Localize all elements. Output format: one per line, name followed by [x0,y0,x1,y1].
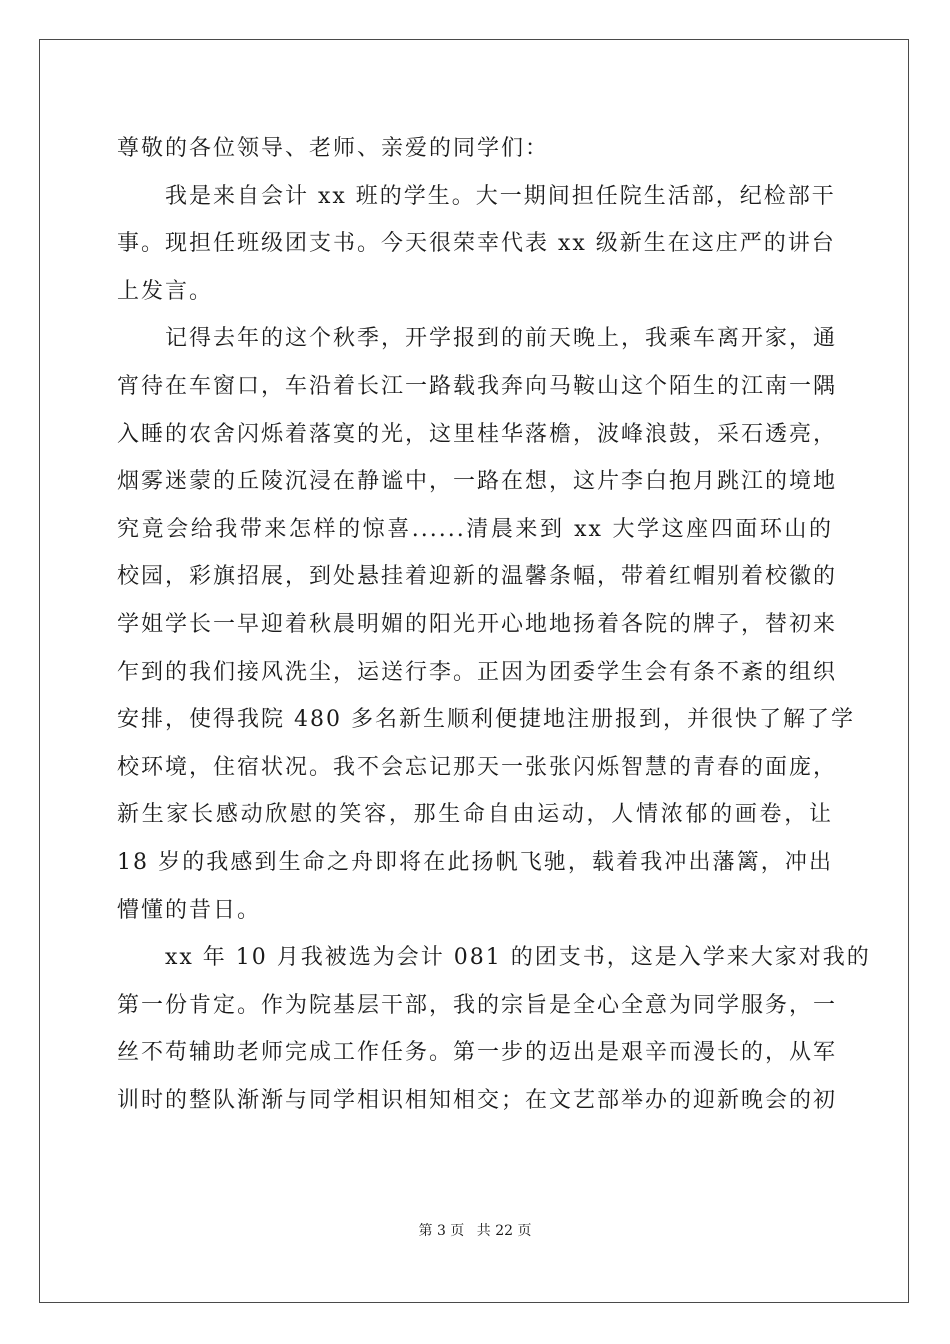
text-line: 校园，彩旗招展，到处悬挂着迎新的温馨条幅，带着红帽别着校徽的 [117,564,838,590]
paragraph-2 [117,315,855,934]
text-line: 丝不苟辅助老师完成工作任务。第一步的迈出是艰辛而漫长的，从军 [117,1040,838,1066]
text-line: 我是来自会计 xx 班的学生。大一期间担任院生活部，纪检部干 [165,183,836,209]
text-line: 入睡的农舍闪烁着落寞的光，这里桂华落檐，波峰浪鼓，采石透亮， [117,421,838,447]
text-line: 新生家长感动欣慰的笑容，那生命自由运动，人情浓郁的画卷，让 [117,802,833,828]
page-total: 共 22 页 [476,1223,532,1239]
text-line: 学姐学长一早迎着秋晨明媚的阳光开心地地扬着各院的牌子，替初来 [117,611,838,637]
greeting-line [117,125,833,173]
text-line: 训时的整队渐渐与同学相识相知相交；在文艺部举办的迎新晚会的初 [117,1087,838,1113]
text-line: 烟雾迷蒙的丘陵沉浸在静谧中，一路在想，这片李白抱月跳江的境地 [117,469,838,495]
text-line: 事。现担任班级团支书。今天很荣幸代表 xx 级新生在这庄严的讲台 [117,231,836,257]
text-line: 乍到的我们接风洗尘，运送行李。正因为团委学生会有条不紊的组织 [117,659,838,685]
text-line: 究竟会给我带来怎样的惊喜......清晨来到 xx 大学这座四面环山的 [117,516,833,542]
text-line: xx 年 10 月我被选为会计 081 的团支书，这是入学来大家对我的 [165,945,871,971]
document-body [117,125,871,1124]
text-line: 尊敬的各位领导、老师、亲爱的同学们： [117,136,550,161]
text-line: 安排，使得我院 480 多名新生顺利便捷地注册报到，并很快了解了学 [117,707,855,733]
text-line: 宵待在车窗口，车沿着长江一路载我奔向马鞍山这个陌生的江南一隅 [117,373,838,399]
text-line: 校环境，住宿状况。我不会忘记那天一张张闪烁智慧的青春的面庞， [117,754,838,780]
paragraph-3 [117,934,871,1124]
text-line: 18 岁的我感到生命之舟即将在此扬帆飞驰，载着我冲出藩篱，冲出 [117,849,833,875]
paragraph-1 [117,173,836,316]
text-line: 上发言。 [117,278,214,304]
page-footer [0,1220,950,1240]
page-number: 第 3 页 [418,1223,465,1239]
text-line: 第一份肯定。作为院基层干部，我的宗旨是全心全意为同学服务，一 [117,992,838,1018]
text-line: 记得去年的这个秋季，开学报到的前天晚上，我乘车离开家，通 [165,326,838,352]
text-line: 懵懂的昔日。 [117,897,262,923]
